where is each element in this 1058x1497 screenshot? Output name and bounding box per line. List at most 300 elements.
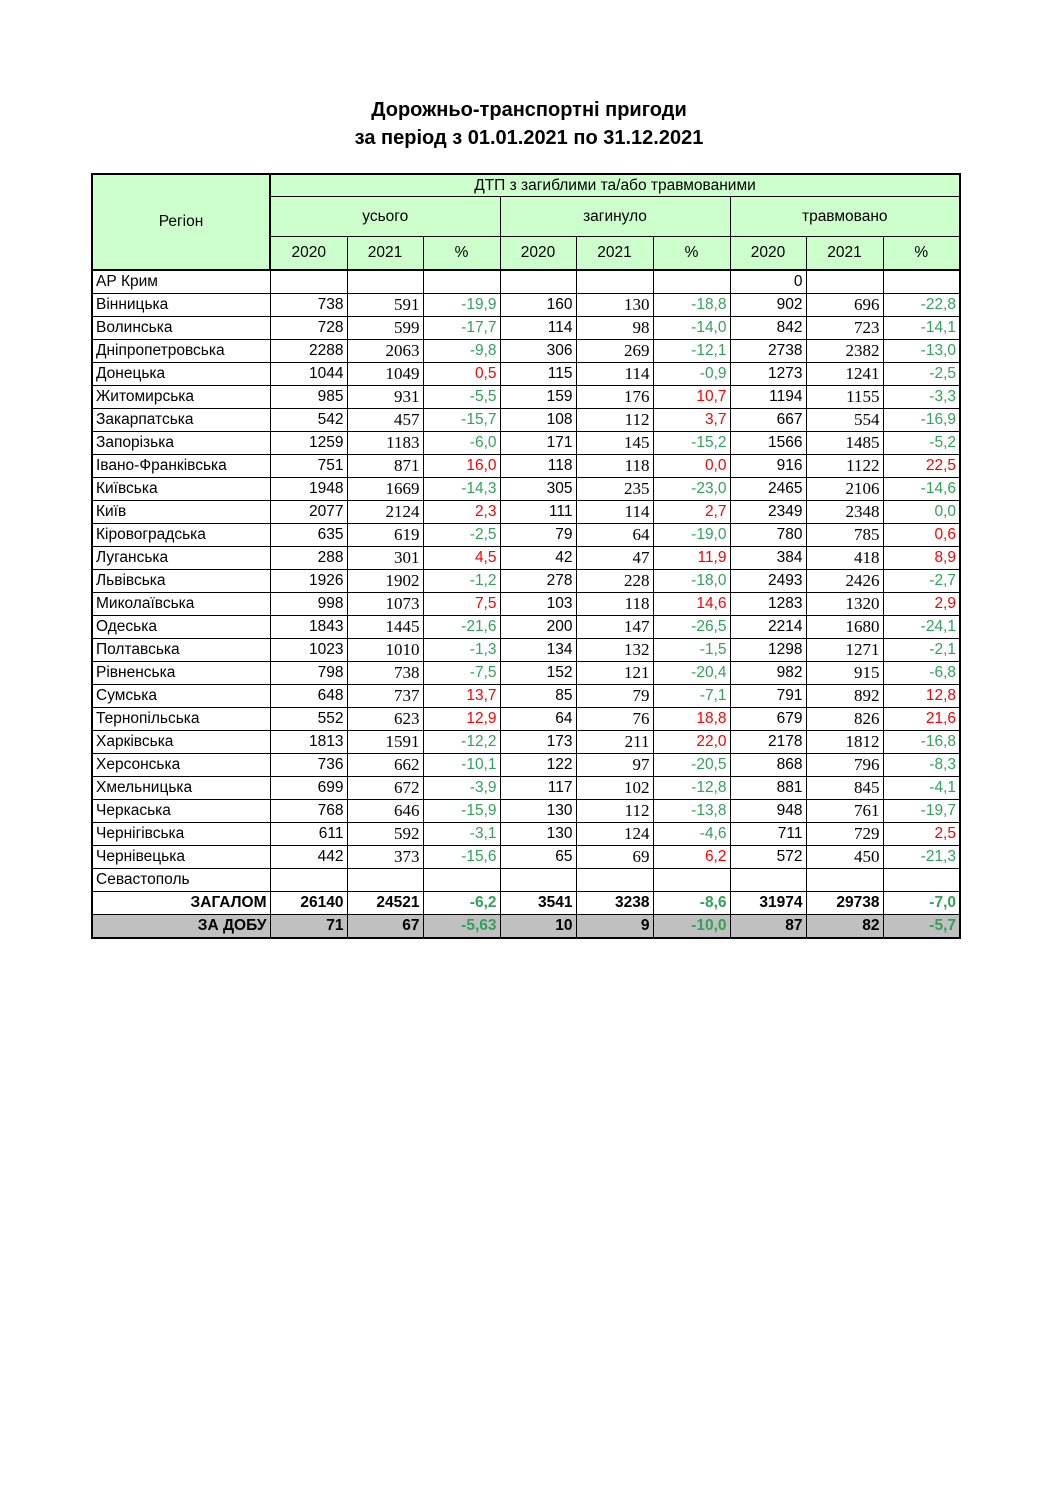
per-day-row (92, 915, 960, 939)
column-header: 2021 (347, 237, 423, 271)
column-header: 2020 (500, 237, 576, 271)
value-cell: 118 (576, 593, 653, 616)
table-row (92, 869, 960, 892)
subheader-killed: загинуло (500, 197, 730, 237)
percent-cell: 2,9 (883, 593, 960, 616)
value-cell: 2288 (270, 340, 347, 363)
percent-cell: -0,9 (653, 363, 730, 386)
value-cell: 2382 (806, 340, 883, 363)
table-row (92, 317, 960, 340)
percent-cell: -5,7 (883, 915, 960, 939)
title-line-1: Дорожньо-транспортні пригоди (371, 99, 687, 121)
value-cell: 79 (500, 524, 576, 547)
value-cell: 24521 (347, 892, 423, 915)
value-cell (347, 869, 423, 892)
value-cell: 871 (347, 455, 423, 478)
region-name: Київська (92, 478, 270, 501)
value-cell: 1948 (270, 478, 347, 501)
value-cell: 1122 (806, 455, 883, 478)
value-cell: 288 (270, 547, 347, 570)
value-cell: 108 (500, 409, 576, 432)
table-row (92, 823, 960, 846)
column-header: 2020 (730, 237, 806, 271)
percent-cell: -8,6 (653, 892, 730, 915)
percent-cell: 3,7 (653, 409, 730, 432)
value-cell: 648 (270, 685, 347, 708)
value-cell: 982 (730, 662, 806, 685)
table-row (92, 386, 960, 409)
value-cell: 711 (730, 823, 806, 846)
percent-cell: -9,8 (423, 340, 500, 363)
column-header: 2021 (806, 237, 883, 271)
value-cell: 228 (576, 570, 653, 593)
table-row (92, 800, 960, 823)
value-cell: 82 (806, 915, 883, 939)
percent-cell: 7,5 (423, 593, 500, 616)
value-cell: 751 (270, 455, 347, 478)
value-cell (500, 869, 576, 892)
value-cell: 845 (806, 777, 883, 800)
value-cell: 1183 (347, 432, 423, 455)
value-cell: 646 (347, 800, 423, 823)
value-cell: 599 (347, 317, 423, 340)
value-cell: 796 (806, 754, 883, 777)
value-cell: 1044 (270, 363, 347, 386)
value-cell: 554 (806, 409, 883, 432)
value-cell: 1155 (806, 386, 883, 409)
value-cell: 672 (347, 777, 423, 800)
value-cell: 147 (576, 616, 653, 639)
subheader-injured: травмовано (730, 197, 960, 237)
percent-cell: -14,6 (883, 478, 960, 501)
percent-cell: -4,6 (653, 823, 730, 846)
value-cell: 0 (730, 270, 806, 294)
region-name: Кіровоградська (92, 524, 270, 547)
value-cell: 826 (806, 708, 883, 731)
column-header: 2020 (270, 237, 347, 271)
percent-cell: -5,5 (423, 386, 500, 409)
percent-cell: -2,1 (883, 639, 960, 662)
value-cell: 2426 (806, 570, 883, 593)
value-cell: 171 (500, 432, 576, 455)
percent-cell: 0,5 (423, 363, 500, 386)
value-cell: 235 (576, 478, 653, 501)
percent-cell: 12,8 (883, 685, 960, 708)
value-cell (576, 869, 653, 892)
percent-cell (883, 270, 960, 294)
value-cell: 1298 (730, 639, 806, 662)
value-cell: 3238 (576, 892, 653, 915)
value-cell: 2493 (730, 570, 806, 593)
value-cell (270, 869, 347, 892)
value-cell: 2178 (730, 731, 806, 754)
value-cell: 112 (576, 409, 653, 432)
value-cell: 79 (576, 685, 653, 708)
column-header: % (883, 237, 960, 271)
percent-cell: 22,0 (653, 731, 730, 754)
region-name: Київ (92, 501, 270, 524)
percent-cell: -5,63 (423, 915, 500, 939)
value-cell: 1073 (347, 593, 423, 616)
percent-cell: -10,1 (423, 754, 500, 777)
region-name: Луганська (92, 547, 270, 570)
value-cell: 662 (347, 754, 423, 777)
value-cell: 3541 (500, 892, 576, 915)
value-cell: 85 (500, 685, 576, 708)
percent-cell: -19,0 (653, 524, 730, 547)
value-cell: 64 (500, 708, 576, 731)
percent-cell: -3,1 (423, 823, 500, 846)
region-name: Черкаська (92, 800, 270, 823)
table-row (92, 754, 960, 777)
percent-cell: -7,1 (653, 685, 730, 708)
value-cell: 130 (500, 800, 576, 823)
percent-cell: -12,8 (653, 777, 730, 800)
value-cell: 591 (347, 294, 423, 317)
total-row (92, 892, 960, 915)
percent-cell: -21,6 (423, 616, 500, 639)
percent-cell: -22,8 (883, 294, 960, 317)
table-row (92, 294, 960, 317)
percent-cell: 0,6 (883, 524, 960, 547)
value-cell: 881 (730, 777, 806, 800)
value-cell: 31974 (730, 892, 806, 915)
percent-cell: 4,5 (423, 547, 500, 570)
value-cell: 1445 (347, 616, 423, 639)
percent-cell: -12,2 (423, 731, 500, 754)
value-cell: 121 (576, 662, 653, 685)
table-row (92, 409, 960, 432)
percent-cell: 10,7 (653, 386, 730, 409)
value-cell: 1485 (806, 432, 883, 455)
value-cell: 111 (500, 501, 576, 524)
value-cell: 450 (806, 846, 883, 869)
value-cell: 47 (576, 547, 653, 570)
region-name: Севастополь (92, 869, 270, 892)
percent-cell: -8,3 (883, 754, 960, 777)
column-header: % (423, 237, 500, 271)
value-cell: 542 (270, 409, 347, 432)
value-cell: 176 (576, 386, 653, 409)
percent-cell (653, 869, 730, 892)
table-row (92, 432, 960, 455)
value-cell (730, 869, 806, 892)
percent-cell: -23,0 (653, 478, 730, 501)
region-name: Хмельницька (92, 777, 270, 800)
percent-cell: -15,7 (423, 409, 500, 432)
table-row (92, 777, 960, 800)
percent-cell: -1,5 (653, 639, 730, 662)
value-cell (806, 869, 883, 892)
value-cell (806, 270, 883, 294)
column-header: % (653, 237, 730, 271)
table-header (92, 174, 960, 270)
value-cell: 592 (347, 823, 423, 846)
value-cell: 114 (500, 317, 576, 340)
percent-cell: -13,8 (653, 800, 730, 823)
value-cell: 736 (270, 754, 347, 777)
value-cell: 1241 (806, 363, 883, 386)
percent-cell: 11,9 (653, 547, 730, 570)
value-cell: 2063 (347, 340, 423, 363)
value-cell: 985 (270, 386, 347, 409)
table-row (92, 616, 960, 639)
value-cell (500, 270, 576, 294)
percent-cell: 0,0 (883, 501, 960, 524)
region-name: Волинська (92, 317, 270, 340)
value-cell: 892 (806, 685, 883, 708)
percent-cell: -21,3 (883, 846, 960, 869)
value-cell: 152 (500, 662, 576, 685)
percent-cell: -14,0 (653, 317, 730, 340)
percent-cell: -15,6 (423, 846, 500, 869)
group-header: ДТП з загиблими та/або травмованими (270, 174, 960, 197)
value-cell: 130 (576, 294, 653, 317)
table-row (92, 455, 960, 478)
value-cell: 948 (730, 800, 806, 823)
value-cell: 798 (270, 662, 347, 685)
value-cell: 159 (500, 386, 576, 409)
value-cell: 305 (500, 478, 576, 501)
table-row (92, 639, 960, 662)
accident-table (91, 173, 961, 939)
table-body (92, 270, 960, 938)
value-cell: 1320 (806, 593, 883, 616)
value-cell: 611 (270, 823, 347, 846)
percent-cell: -12,1 (653, 340, 730, 363)
value-cell: 200 (500, 616, 576, 639)
value-cell: 115 (500, 363, 576, 386)
value-cell: 667 (730, 409, 806, 432)
region-name: ЗАГАЛОМ (92, 892, 270, 915)
percent-cell: -1,2 (423, 570, 500, 593)
percent-cell: -16,8 (883, 731, 960, 754)
percent-cell: -15,9 (423, 800, 500, 823)
value-cell: 552 (270, 708, 347, 731)
value-cell: 842 (730, 317, 806, 340)
value-cell: 118 (576, 455, 653, 478)
percent-cell: 14,6 (653, 593, 730, 616)
value-cell: 9 (576, 915, 653, 939)
percent-cell: 2,7 (653, 501, 730, 524)
value-cell: 64 (576, 524, 653, 547)
value-cell: 2465 (730, 478, 806, 501)
value-cell: 1283 (730, 593, 806, 616)
value-cell: 1926 (270, 570, 347, 593)
value-cell: 2077 (270, 501, 347, 524)
percent-cell: -17,7 (423, 317, 500, 340)
value-cell: 780 (730, 524, 806, 547)
percent-cell: -15,2 (653, 432, 730, 455)
value-cell: 738 (347, 662, 423, 685)
value-cell: 1813 (270, 731, 347, 754)
percent-cell: -20,5 (653, 754, 730, 777)
table-row (92, 708, 960, 731)
value-cell: 160 (500, 294, 576, 317)
value-cell: 65 (500, 846, 576, 869)
value-cell: 768 (270, 800, 347, 823)
value-cell: 1010 (347, 639, 423, 662)
page-title (0, 96, 1058, 152)
value-cell: 572 (730, 846, 806, 869)
value-cell: 442 (270, 846, 347, 869)
percent-cell: 22,5 (883, 455, 960, 478)
value-cell: 1194 (730, 386, 806, 409)
value-cell: 1271 (806, 639, 883, 662)
value-cell: 145 (576, 432, 653, 455)
value-cell: 931 (347, 386, 423, 409)
percent-cell: -24,1 (883, 616, 960, 639)
value-cell: 1049 (347, 363, 423, 386)
value-cell (576, 270, 653, 294)
region-name: Львівська (92, 570, 270, 593)
region-name: Тернопільська (92, 708, 270, 731)
value-cell: 738 (270, 294, 347, 317)
table-row (92, 731, 960, 754)
table-row (92, 340, 960, 363)
region-name: Чернігівська (92, 823, 270, 846)
percent-cell: -5,2 (883, 432, 960, 455)
percent-cell: -10,0 (653, 915, 730, 939)
percent-cell: 6,2 (653, 846, 730, 869)
region-name: Донецька (92, 363, 270, 386)
value-cell: 457 (347, 409, 423, 432)
table-row (92, 547, 960, 570)
region-name: Вінницька (92, 294, 270, 317)
value-cell: 102 (576, 777, 653, 800)
value-cell: 635 (270, 524, 347, 547)
value-cell (270, 270, 347, 294)
value-cell: 103 (500, 593, 576, 616)
region-name: Миколаївська (92, 593, 270, 616)
percent-cell: -2,7 (883, 570, 960, 593)
percent-cell: -6,8 (883, 662, 960, 685)
percent-cell: -3,9 (423, 777, 500, 800)
value-cell: 173 (500, 731, 576, 754)
region-name: Харківська (92, 731, 270, 754)
value-cell: 1259 (270, 432, 347, 455)
percent-cell: 0,0 (653, 455, 730, 478)
percent-cell: 2,5 (883, 823, 960, 846)
value-cell: 1669 (347, 478, 423, 501)
value-cell: 269 (576, 340, 653, 363)
percent-cell: -7,5 (423, 662, 500, 685)
value-cell: 2124 (347, 501, 423, 524)
percent-cell: -2,5 (883, 363, 960, 386)
value-cell (347, 270, 423, 294)
table-row (92, 846, 960, 869)
value-cell: 124 (576, 823, 653, 846)
value-cell: 114 (576, 363, 653, 386)
value-cell: 998 (270, 593, 347, 616)
percent-cell: -19,7 (883, 800, 960, 823)
value-cell: 122 (500, 754, 576, 777)
region-name: Сумська (92, 685, 270, 708)
value-cell: 2348 (806, 501, 883, 524)
value-cell: 132 (576, 639, 653, 662)
percent-cell: -7,0 (883, 892, 960, 915)
value-cell: 134 (500, 639, 576, 662)
percent-cell (653, 270, 730, 294)
value-cell: 26140 (270, 892, 347, 915)
percent-cell (423, 869, 500, 892)
table-row (92, 662, 960, 685)
region-name: Івано-Франківська (92, 455, 270, 478)
value-cell: 785 (806, 524, 883, 547)
value-cell: 2738 (730, 340, 806, 363)
percent-cell: 8,9 (883, 547, 960, 570)
value-cell: 71 (270, 915, 347, 939)
value-cell: 373 (347, 846, 423, 869)
value-cell: 67 (347, 915, 423, 939)
table-row (92, 478, 960, 501)
percent-cell (423, 270, 500, 294)
percent-cell: -3,3 (883, 386, 960, 409)
table-row (92, 501, 960, 524)
value-cell: 306 (500, 340, 576, 363)
value-cell: 737 (347, 685, 423, 708)
value-cell: 916 (730, 455, 806, 478)
subheader-total: усього (270, 197, 500, 237)
percent-cell: -13,0 (883, 340, 960, 363)
percent-cell: -2,5 (423, 524, 500, 547)
percent-cell: -26,5 (653, 616, 730, 639)
value-cell: 278 (500, 570, 576, 593)
value-cell: 97 (576, 754, 653, 777)
percent-cell: -20,4 (653, 662, 730, 685)
percent-cell: 16,0 (423, 455, 500, 478)
value-cell: 301 (347, 547, 423, 570)
region-name: Дніпропетровська (92, 340, 270, 363)
value-cell: 915 (806, 662, 883, 685)
region-name: Одеська (92, 616, 270, 639)
table-row (92, 593, 960, 616)
region-name: Закарпатська (92, 409, 270, 432)
percent-cell: -6,0 (423, 432, 500, 455)
region-name: ЗА ДОБУ (92, 915, 270, 939)
value-cell: 2106 (806, 478, 883, 501)
value-cell: 130 (500, 823, 576, 846)
value-cell: 791 (730, 685, 806, 708)
value-cell: 98 (576, 317, 653, 340)
value-cell: 729 (806, 823, 883, 846)
value-cell: 1902 (347, 570, 423, 593)
value-cell: 2349 (730, 501, 806, 524)
table-row (92, 570, 960, 593)
title-line-2: за період з 01.01.2021 по 31.12.2021 (354, 127, 704, 149)
percent-cell: -1,3 (423, 639, 500, 662)
percent-cell: -18,8 (653, 294, 730, 317)
value-cell: 114 (576, 501, 653, 524)
percent-cell: -18,0 (653, 570, 730, 593)
value-cell: 619 (347, 524, 423, 547)
column-header: 2021 (576, 237, 653, 271)
percent-cell: -14,3 (423, 478, 500, 501)
value-cell: 868 (730, 754, 806, 777)
percent-cell: 13,7 (423, 685, 500, 708)
table-row (92, 524, 960, 547)
value-cell: 1680 (806, 616, 883, 639)
value-cell: 1023 (270, 639, 347, 662)
value-cell: 117 (500, 777, 576, 800)
region-name: Чернівецька (92, 846, 270, 869)
percent-cell: -14,1 (883, 317, 960, 340)
percent-cell: 21,6 (883, 708, 960, 731)
region-name: Запорізька (92, 432, 270, 455)
table-row (92, 363, 960, 386)
percent-cell (883, 869, 960, 892)
value-cell: 1812 (806, 731, 883, 754)
